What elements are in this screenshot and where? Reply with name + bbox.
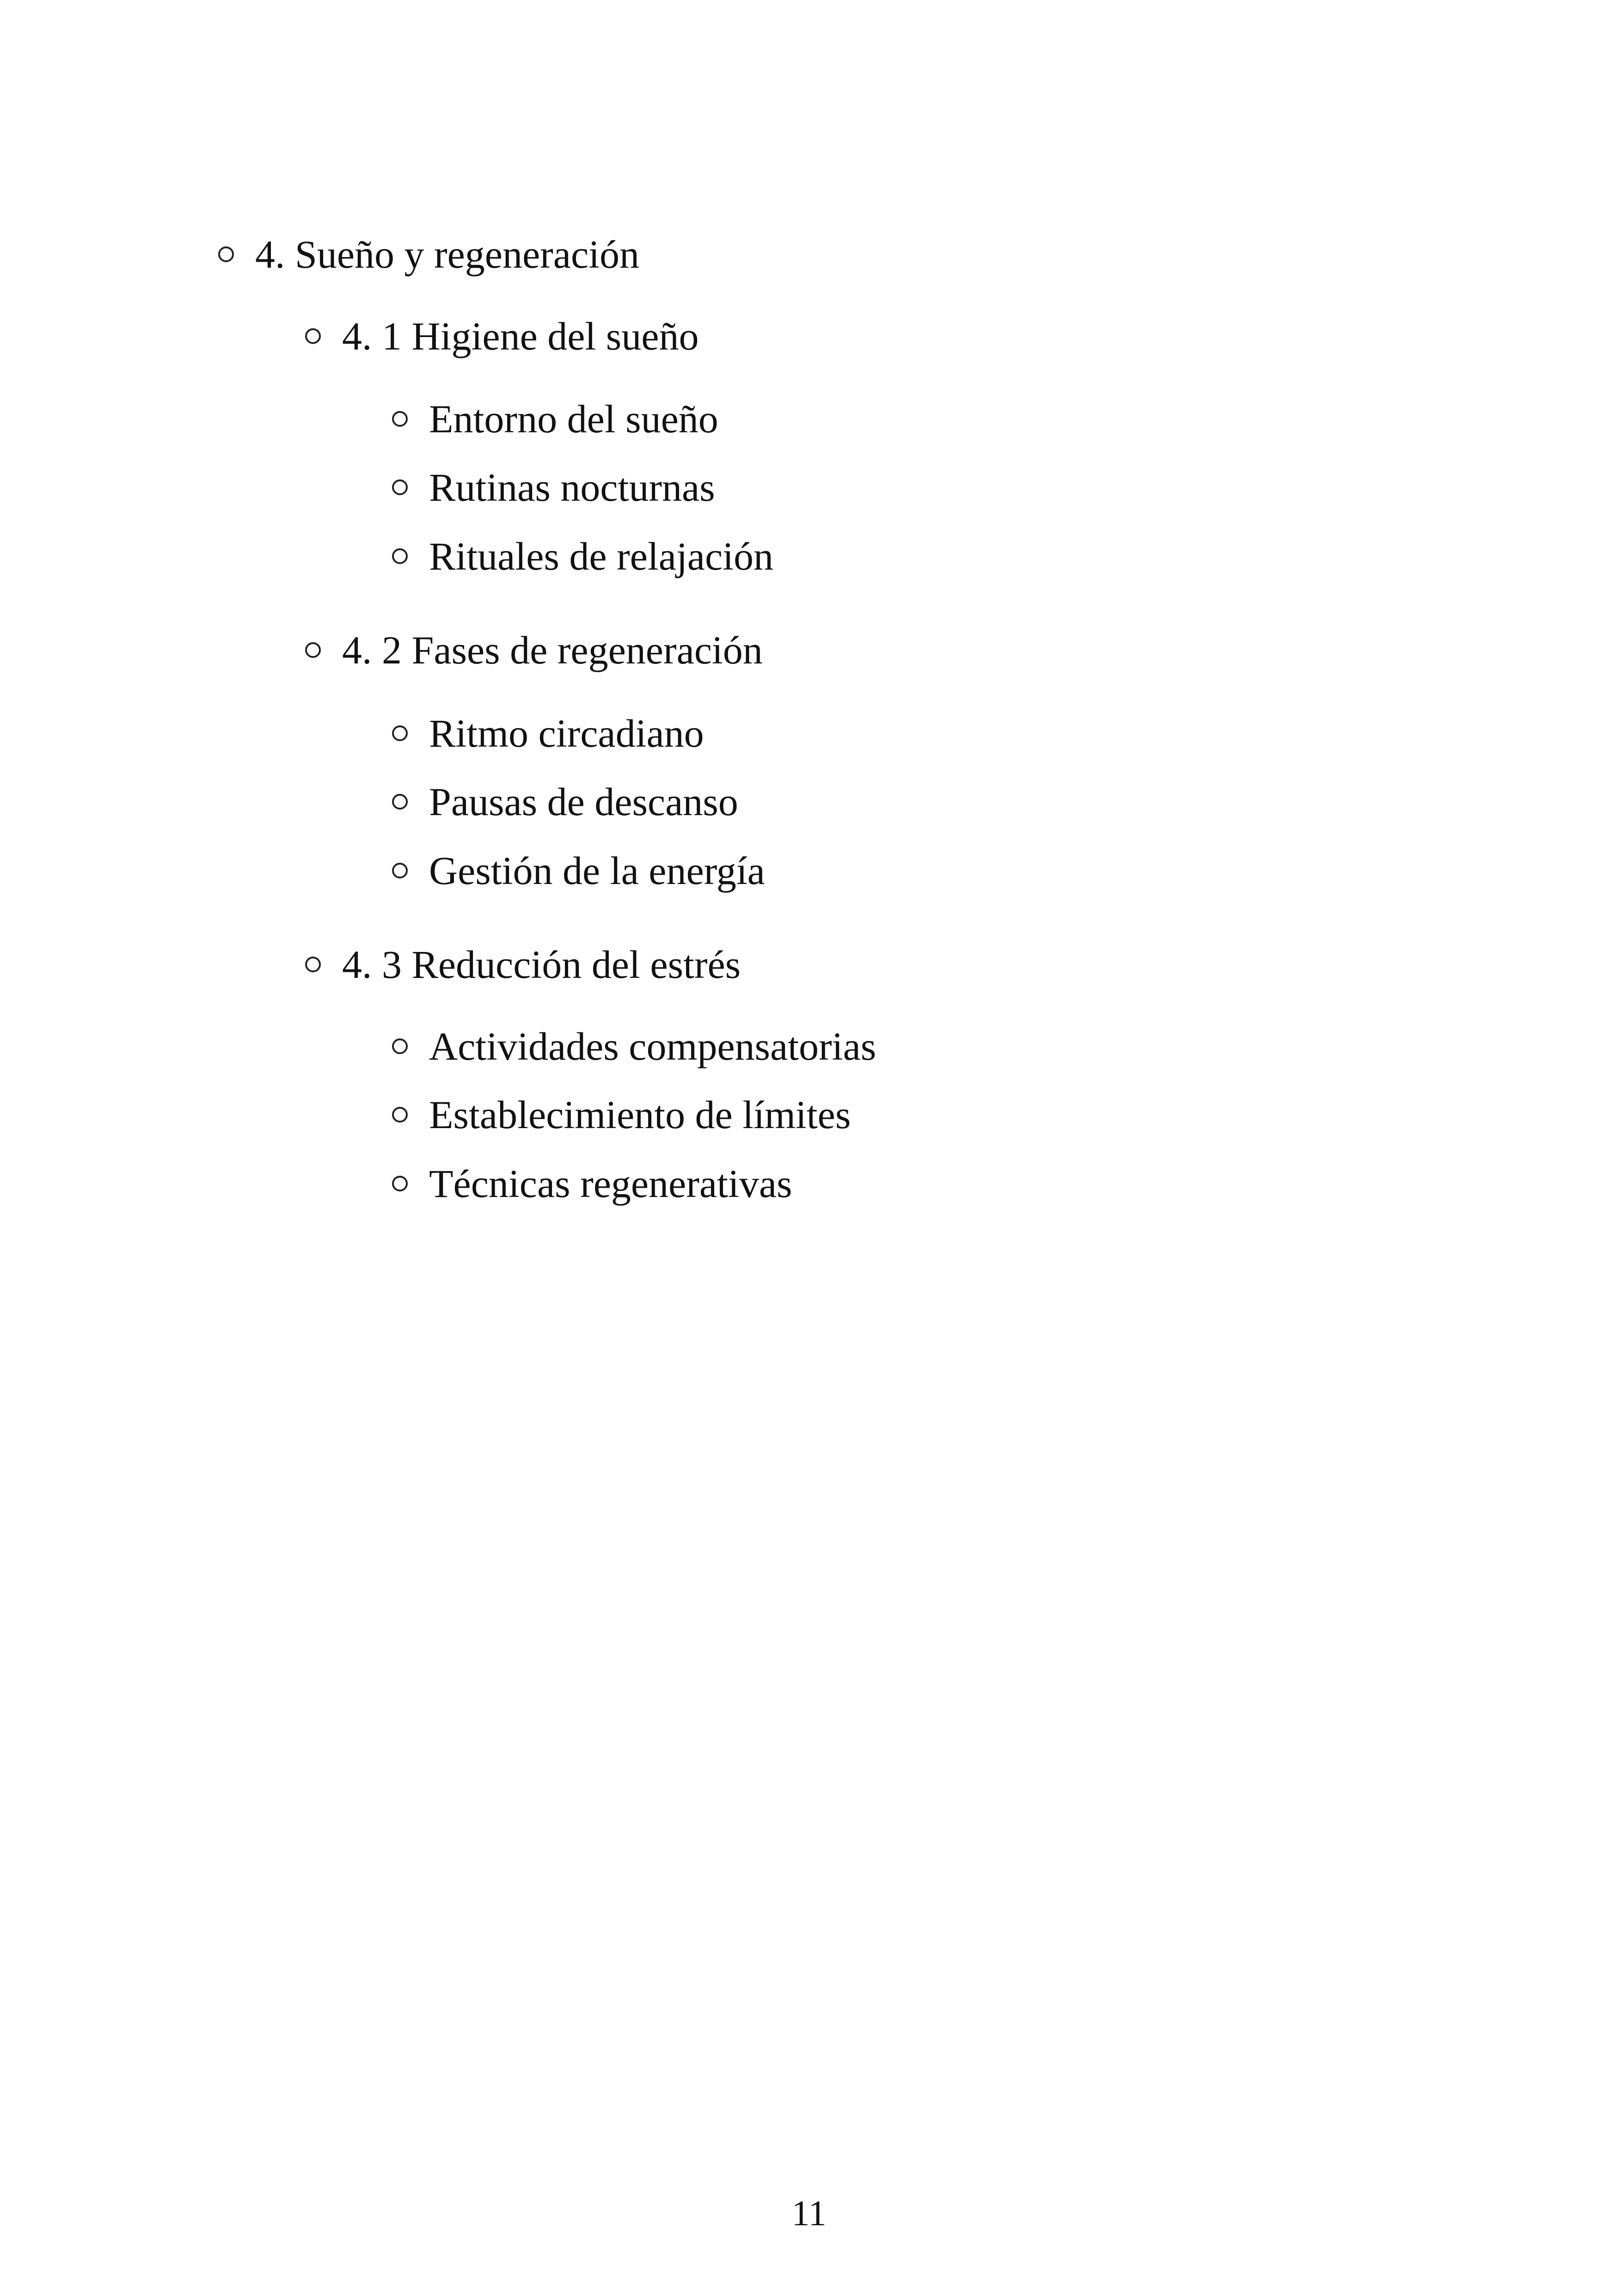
hollow-circle-bullet-icon <box>392 479 408 495</box>
outline-subsection-item <box>305 941 741 988</box>
outline-subsection-label: 4. 3 Reducción del estrés <box>342 942 741 987</box>
outline-section-label: 4. Sueño y regeneración <box>255 232 640 276</box>
outline-subsection-item <box>305 313 699 359</box>
outline-list-item <box>392 1023 876 1069</box>
outline-list-item <box>392 847 765 894</box>
outline-list-item <box>392 533 773 579</box>
outline-list-item-label: Técnicas regenerativas <box>429 1161 792 1206</box>
hollow-circle-bullet-icon <box>392 1176 408 1191</box>
outline-list-item-label: Establecimiento de límites <box>429 1093 851 1137</box>
hollow-circle-bullet-icon <box>218 246 234 262</box>
outline-list-item-label: Gestión de la energía <box>429 848 765 893</box>
outline-subsection-label: 4. 1 Higiene del sueño <box>342 314 699 358</box>
hollow-circle-bullet-icon <box>392 794 408 810</box>
outline-list-item <box>392 1092 851 1138</box>
hollow-circle-bullet-icon <box>392 1107 408 1123</box>
hollow-circle-bullet-icon <box>392 863 408 878</box>
outline-subsection-label: 4. 2 Fases de regeneración <box>342 628 763 672</box>
outline-list-item <box>392 464 715 510</box>
outline-list-item <box>392 779 738 825</box>
outline-list-item-label: Rutinas nocturnas <box>429 465 715 510</box>
hollow-circle-bullet-icon <box>392 725 408 741</box>
outline-list-item-label: Actividades compensatorias <box>429 1024 876 1068</box>
outline-list-item-label: Rituales de relajación <box>429 534 774 578</box>
outline-list-item-label: Ritmo circadiano <box>429 711 704 755</box>
hollow-circle-bullet-icon <box>392 1038 408 1054</box>
hollow-circle-bullet-icon <box>305 642 321 658</box>
hollow-circle-bullet-icon <box>305 328 321 344</box>
outline-section-item <box>218 231 639 277</box>
outline-list-item <box>392 1160 792 1207</box>
hollow-circle-bullet-icon <box>305 957 321 972</box>
page-number: 11 <box>791 2193 827 2233</box>
outline-list-item-label: Entorno del sueño <box>429 397 718 441</box>
outline-list-item-label: Pausas de descanso <box>429 780 738 824</box>
outline-list-item <box>392 396 718 442</box>
outline-subsection-item <box>305 627 763 673</box>
hollow-circle-bullet-icon <box>392 411 408 427</box>
outline-list-item <box>392 710 704 756</box>
hollow-circle-bullet-icon <box>392 548 408 564</box>
